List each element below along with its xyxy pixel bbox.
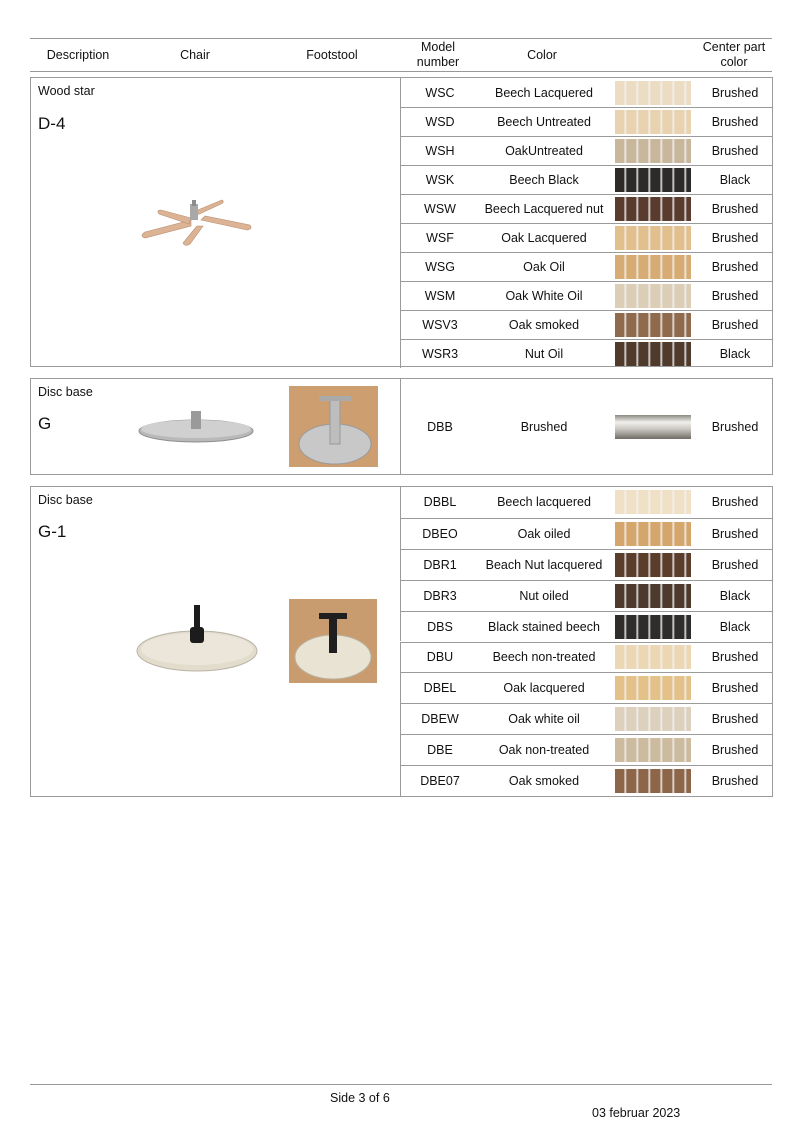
color-name: Beech non-treated	[492, 650, 596, 665]
header-model-line1: Model	[420, 40, 456, 54]
center-part-color: Brushed	[711, 289, 759, 303]
color-swatch	[615, 676, 691, 700]
center-part-color: Brushed	[711, 115, 759, 129]
footer-date: 03 februar 2023	[592, 1106, 681, 1120]
section-wood-star	[30, 77, 773, 367]
color-swatch	[615, 313, 691, 337]
color-swatch	[615, 553, 691, 577]
color-swatch	[615, 490, 691, 514]
page-number: Side 3 of 6	[330, 1091, 390, 1105]
center-part-color: Brushed	[711, 774, 759, 789]
table-row	[400, 580, 773, 611]
center-part-color: Brushed	[711, 526, 759, 541]
table-row	[400, 281, 773, 310]
disc-base-footstool-image	[289, 386, 378, 467]
model-number: DBB	[427, 419, 453, 434]
table-row	[400, 703, 773, 734]
center-part-color: Brushed	[711, 681, 759, 696]
model-number: DBBL	[423, 495, 457, 510]
section-label: Disc base	[38, 385, 93, 399]
table-row	[400, 194, 773, 223]
center-part-color: Brushed	[711, 495, 759, 510]
color-name: Nut Oil	[524, 347, 564, 361]
model-number: DBE	[427, 743, 453, 758]
section-label: Wood star	[38, 84, 95, 98]
table-row	[400, 518, 773, 549]
center-part-color: Brushed	[711, 557, 759, 572]
table-row	[400, 339, 773, 368]
color-swatch	[615, 81, 691, 105]
color-swatch	[615, 584, 691, 608]
model-number: WSC	[425, 85, 455, 100]
color-swatch	[615, 415, 691, 439]
color-swatch	[615, 645, 691, 669]
section-disc-base-g1	[30, 486, 773, 797]
disc-base-chair-image	[137, 409, 255, 447]
section-label: Disc base	[38, 493, 93, 507]
model-number: DBR3	[423, 588, 457, 603]
color-name: Beech Untreated	[497, 115, 591, 129]
center-part-color: Brushed	[711, 650, 759, 665]
color-name: Oak White Oil	[505, 289, 583, 303]
table-row	[400, 642, 773, 673]
model-number: DBS	[427, 619, 453, 634]
center-part-color: Black	[719, 173, 751, 187]
model-number: WSW	[424, 202, 456, 216]
color-name: Beech Black	[509, 173, 579, 187]
color-swatch	[615, 139, 691, 163]
color-name: Beech lacquered	[497, 495, 591, 510]
table-row	[400, 734, 773, 765]
color-name: Oak oiled	[517, 526, 571, 541]
center-part-color: Brushed	[711, 85, 759, 100]
model-number: DBEO	[422, 526, 458, 541]
color-swatch	[615, 738, 691, 762]
center-part-color: Brushed	[711, 260, 759, 274]
table-row	[400, 107, 773, 136]
table-row	[400, 611, 773, 642]
model-number: WSM	[424, 289, 456, 303]
header-center-line2: color	[720, 55, 748, 69]
model-number: WSV3	[422, 318, 458, 332]
color-swatch	[615, 615, 691, 639]
model-number: WSD	[425, 115, 455, 129]
section-code: G	[38, 414, 52, 433]
color-name: Beech Lacquered	[495, 85, 593, 100]
model-number: WSR3	[421, 347, 459, 361]
color-name: Nut oiled	[519, 588, 569, 603]
color-name: Oak Oil	[523, 260, 565, 274]
table-row	[400, 252, 773, 281]
color-swatch	[615, 522, 691, 546]
color-swatch	[615, 197, 691, 221]
center-part-color: Black	[719, 588, 751, 603]
wood-star-chair-image	[135, 196, 257, 248]
center-part-color: Brushed	[711, 144, 759, 158]
table-row	[400, 487, 773, 518]
center-part-color: Brushed	[711, 318, 759, 332]
color-name: Beech Lacquered nut	[484, 202, 604, 216]
color-swatch	[615, 226, 691, 250]
disc-base-g1-chair-image	[135, 597, 259, 675]
color-name: Oak smoked	[508, 774, 580, 789]
header-chair: Chair	[180, 48, 210, 62]
table-row	[400, 672, 773, 703]
table-header	[30, 38, 772, 72]
color-name: Brushed	[520, 419, 568, 434]
model-number: DBR1	[423, 557, 457, 572]
model-number: WSH	[425, 144, 455, 158]
model-number: WSF	[426, 231, 454, 245]
color-swatch	[615, 110, 691, 134]
color-name: Oak lacquered	[503, 681, 585, 696]
center-part-color: Black	[719, 347, 751, 361]
model-number: WSG	[425, 260, 455, 274]
model-number: DBEL	[423, 681, 457, 696]
center-part-color: Brushed	[711, 231, 759, 245]
center-part-color: Brushed	[711, 712, 759, 727]
model-number: DBU	[426, 650, 454, 665]
color-name: Oak Lacquered	[501, 231, 587, 245]
color-name: OakUntreated	[505, 144, 583, 158]
header-color: Color	[527, 48, 557, 62]
section-disc-base-g	[30, 378, 773, 475]
table-row	[400, 549, 773, 580]
color-swatch	[615, 168, 691, 192]
table-row	[400, 379, 773, 474]
header-footstool: Footstool	[306, 48, 358, 62]
disc-base-g1-footstool-image	[289, 599, 377, 683]
table-row	[400, 310, 773, 339]
footer-divider	[30, 1084, 772, 1085]
color-swatch	[615, 769, 691, 793]
model-number: DBEW	[421, 712, 459, 727]
color-name: Oak smoked	[508, 318, 580, 332]
header-center-line1: Center part	[702, 40, 766, 54]
table-row	[400, 223, 773, 252]
section-code: D-4	[38, 114, 66, 133]
section-code: G-1	[38, 522, 67, 541]
model-number: DBE07	[420, 774, 460, 789]
header-model-number	[399, 40, 477, 70]
color-name: Black stained beech	[488, 619, 600, 634]
center-part-color: Black	[719, 619, 751, 634]
center-part-color: Brushed	[711, 419, 759, 434]
color-swatch	[615, 255, 691, 279]
color-swatch	[615, 284, 691, 308]
table-row	[400, 165, 773, 194]
color-name: Beach Nut lacquered	[485, 557, 603, 572]
color-swatch	[615, 707, 691, 731]
color-name: Oak non-treated	[498, 743, 590, 758]
header-model-line2: number	[416, 55, 460, 69]
table-row	[400, 765, 773, 796]
color-name: Oak white oil	[508, 712, 580, 727]
table-row	[400, 78, 773, 107]
center-part-color: Brushed	[711, 743, 759, 758]
header-description: Description	[46, 48, 110, 62]
model-number: WSK	[425, 173, 455, 187]
table-row	[400, 136, 773, 165]
center-part-color: Brushed	[711, 202, 759, 216]
color-swatch	[615, 342, 691, 366]
header-center-part	[695, 40, 773, 70]
